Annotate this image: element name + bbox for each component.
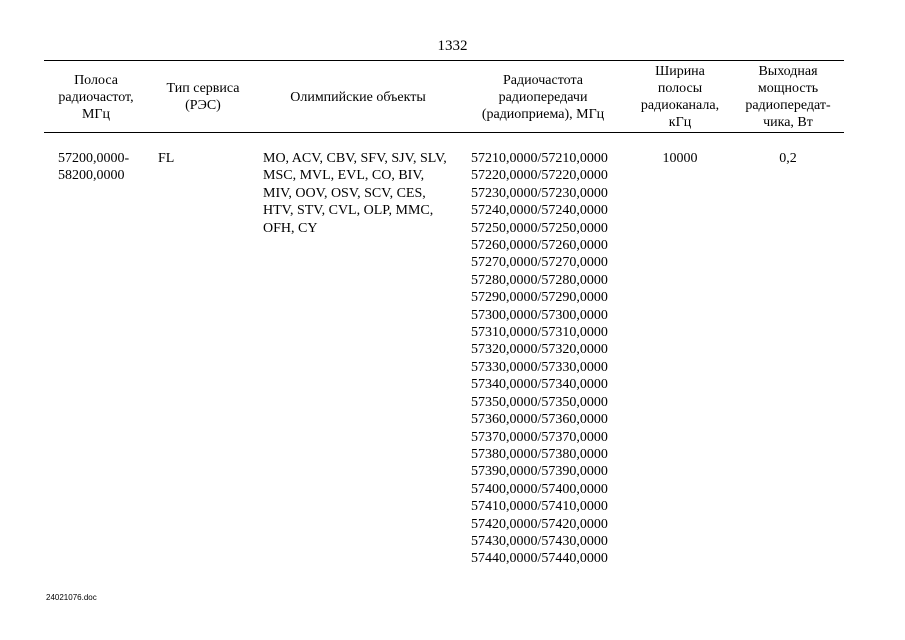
- header-olympic-objects: Олимпийские объекты: [290, 89, 426, 105]
- cell-service-type: FL: [158, 151, 175, 166]
- cell-channel-width: 10000: [662, 151, 698, 166]
- cell-frequency-band: 57200,0000- 58200,0000: [58, 151, 130, 184]
- frequency-item: 57240,0000/57240,0000: [471, 203, 608, 219]
- frequency-item: 57290,0000/57290,0000: [471, 290, 608, 306]
- page-number: 1332: [437, 38, 468, 54]
- frequency-item: 57230,0000/57230,0000: [471, 185, 608, 201]
- cell-output-power: 0,2: [779, 151, 797, 166]
- frequency-list: [471, 150, 631, 568]
- frequency-item: 57260,0000/57260,0000: [471, 238, 608, 254]
- header-channel-width: Ширина полосы радиоканала, кГц: [640, 64, 720, 130]
- frequency-item: 57370,0000/57370,0000: [471, 429, 608, 445]
- frequency-item: 57210,0000/57210,0000: [471, 151, 608, 166]
- frequency-item: 57400,0000/57400,0000: [471, 481, 608, 497]
- document-filename: 24021076.doc: [46, 593, 97, 602]
- header-output-power: Выходная мощность радиопередат- чика, Вт: [745, 64, 831, 130]
- header-service-type: Тип сервиса (РЭС): [166, 81, 240, 113]
- frequency-item: 57390,0000/57390,0000: [471, 464, 608, 480]
- frequency-item: 57280,0000/57280,0000: [471, 272, 608, 288]
- frequency-item: 57250,0000/57250,0000: [471, 220, 608, 236]
- frequency-item: 57320,0000/57320,0000: [471, 342, 608, 358]
- frequency-item: 57350,0000/57350,0000: [471, 394, 608, 410]
- frequency-item: 57380,0000/57380,0000: [471, 446, 608, 462]
- frequency-item: 57300,0000/57300,0000: [471, 307, 608, 323]
- frequency-item: 57340,0000/57340,0000: [471, 377, 608, 393]
- frequency-item: 57330,0000/57330,0000: [471, 359, 608, 375]
- frequency-item: 57360,0000/57360,0000: [471, 412, 608, 428]
- frequency-item: 57420,0000/57420,0000: [471, 516, 608, 532]
- frequency-item: 57440,0000/57440,0000: [471, 551, 608, 567]
- header-frequency-band: Полоса радиочастот, МГц: [58, 72, 134, 122]
- table-header-rule: [44, 132, 844, 133]
- frequency-item: 57430,0000/57430,0000: [471, 533, 608, 549]
- frequency-item: 57220,0000/57220,0000: [471, 168, 608, 184]
- header-tx-rx-frequency: Радиочастота радиопередачи (радиоприема), МГц: [481, 72, 605, 122]
- frequency-item: 57310,0000/57310,0000: [471, 325, 608, 341]
- cell-olympic-objects: MO, ACV, CBV, SFV, SJV, SLV, MSC, MVL, EVL, CO, BIV, MIV, OOV, OSV, SCV, CES, HTV, STV, CVL, OLP, MMC, OFH, CY: [263, 151, 447, 236]
- frequency-item: 57410,0000/57410,0000: [471, 499, 608, 515]
- frequency-item: 57270,0000/57270,0000: [471, 255, 608, 271]
